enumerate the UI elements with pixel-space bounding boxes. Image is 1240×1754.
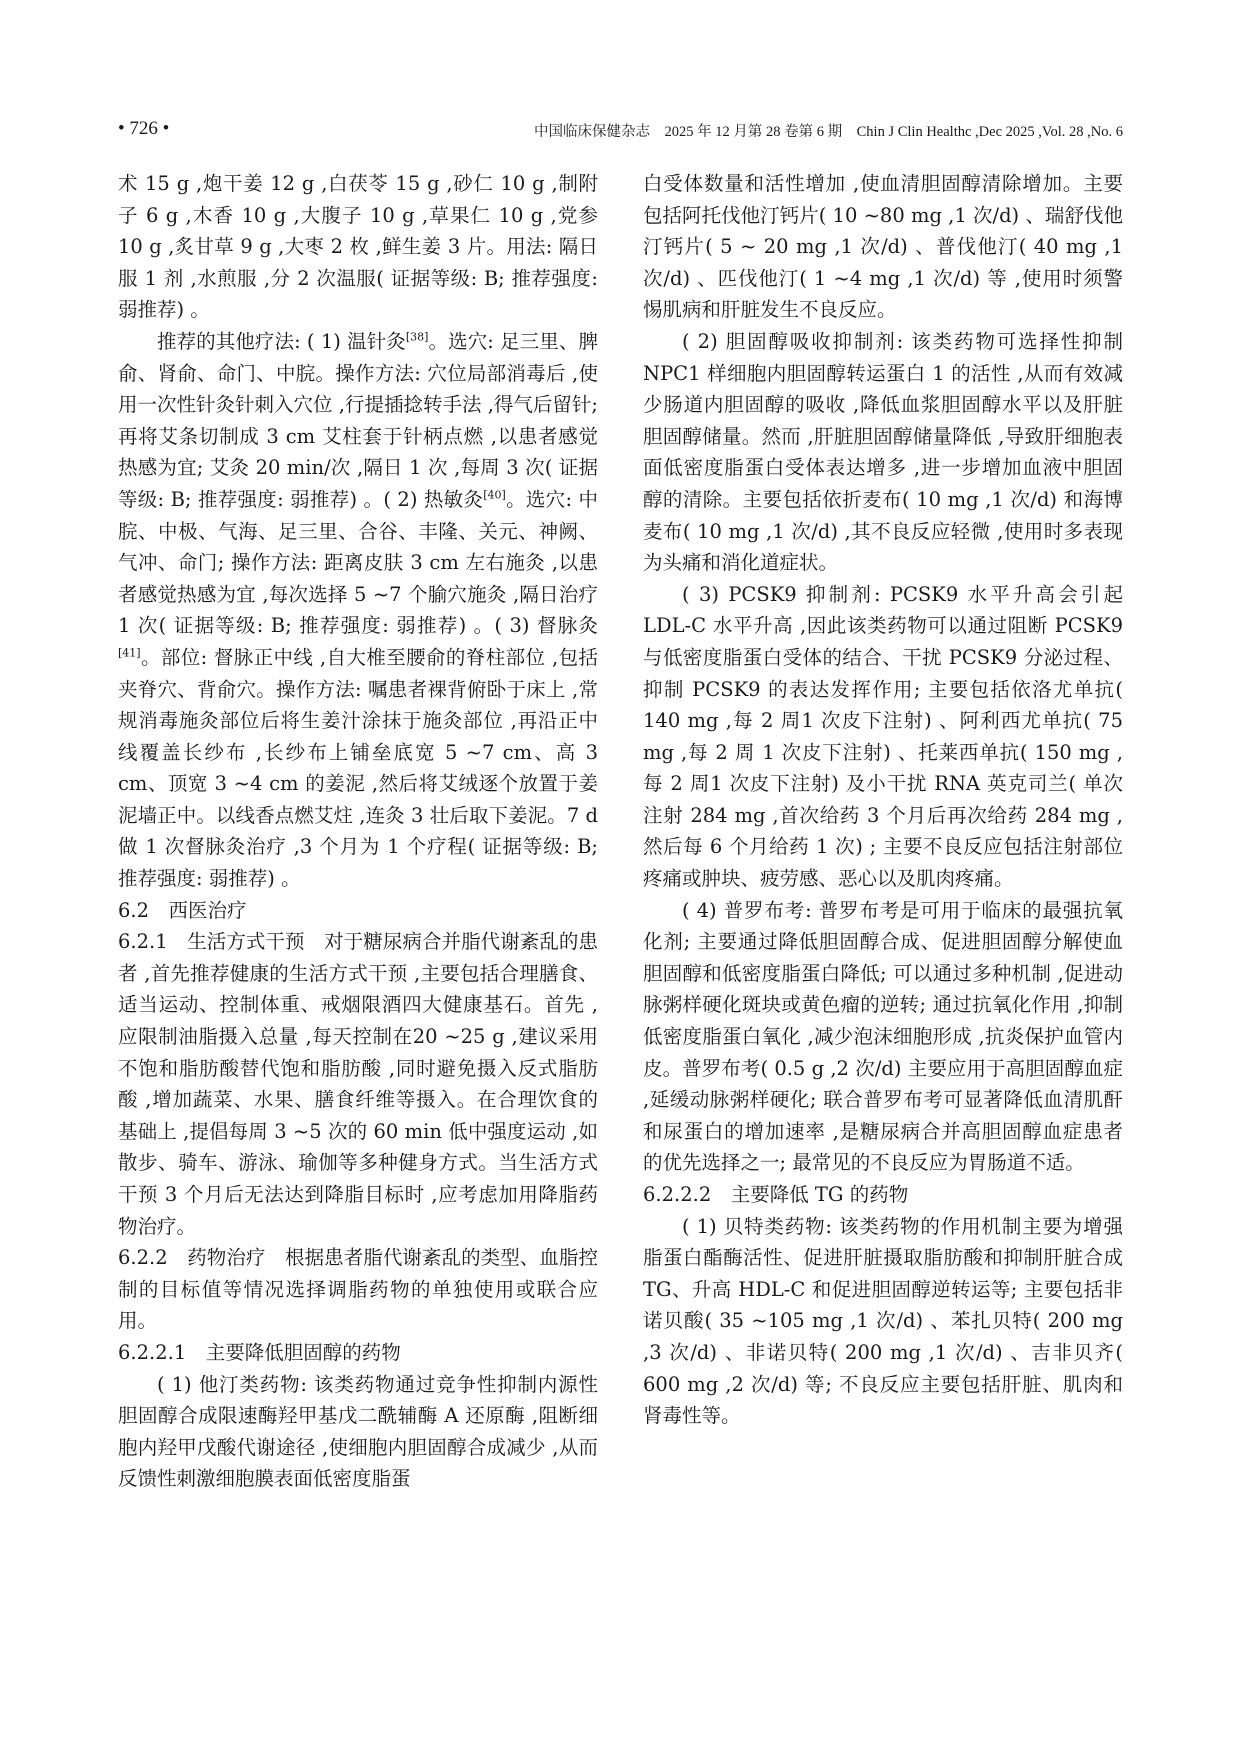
other-therapies-paragraph [118, 326, 598, 895]
citation-ref-38: [38] [405, 330, 429, 344]
statins-continued-paragraph: 白受体数量和活性增加 ,使血清胆固醇清除增加。主要包括阿托伐他汀钙片( 10 ~80 mg ,1 次/d) 、瑞舒伐他汀钙片( 5 ~ 20 mg ,1 次/d) 、普伐他汀( 40 mg ,1 次/d) 、匹伐他汀( 1 ~4 mg ,1 次/d) 等 ,使用时须警惕肌病和肝脏发生不良反应。 [643, 172, 1123, 322]
pcsk9-paragraph: ( 3) PCSK9 抑制剂: PCSK9 水平升高会引起 LDL-C 水平升高 ,因此该类药物可以通过阻断 PCSK9 与低密度脂蛋白受体的结合、干扰 PCSK9 分泌过程、抑制 PCSK9 的表达发挥作用; 主要包括依洛尤单抗( 140 mg ,每 2 周1 次皮下注射) 、阿利西尤单抗( 75 mg ,每 2 周 1 次皮下注射) 、托莱西单抗( 150 mg ,每 2 周1 次皮下注射) 及小干扰 RNA 英克司兰( 单次注射 284 mg ,首次给药 3 个月后再次给药 284 mg ,然后每 6 个月给药 1 次) ; 主要不良反应包括注射部位疼痛或肿块、疲劳感、恶心以及肌肉疼痛。 [643, 582, 1123, 891]
section-heading-6-2: 6.2 西医治疗 [118, 898, 247, 922]
running-header [118, 118, 1123, 148]
page-number: • 726 • [118, 118, 170, 139]
absorption-inhibitor-paragraph: ( 2) 胆固醇吸收抑制剂: 该类药物可选择性抑制 NPC1 样细胞内胆固醇转运蛋白 1 的活性 ,从而有效减少肠道内胆固醇的吸收 ,降低血浆胆固醇水平以及肝脏胆固醇储量。然而 ,肝脏胆固醇储量降低 ,导致肝细胞表面低密度脂蛋白受体表达增多 ,进一步增加血液中胆固醇的清除。主要包括依折麦布( 10 mg ,1 次/d) 和海博麦布( 10 mg ,1 次/d) ,其不良反应轻微 ,使用时多表现为头痛和消化道症状。 [643, 329, 1123, 575]
therapy-text-part-1: 推荐的其他疗法: ( 1) 温针灸 [157, 329, 406, 353]
journal-citation-line: 中国临床保健杂志 2025 年 12 月第 28 卷第 6 期 Chin J Clin Healthc ,Dec 2025 ,Vol. 28 ,No. 6 [534, 124, 1123, 140]
drug-therapy-text: 根据患者脂代谢紊乱的类型、血脂控制的目标值等情况选择调脂药物的单独使用或联合应用。 [118, 1246, 598, 1333]
right-column [643, 168, 1123, 1432]
drug-therapy-paragraph [118, 1242, 598, 1337]
therapy-text-part-2: 。选穴: 足三里、脾俞、肾俞、命门、中脘。操作方法: 穴位局部消毒后 ,使用一次性针灸针刺入穴位 ,行提插捻转手法 ,得气后留针; 再将艾条切制成 3 cm 艾柱套于针柄点燃 ,以患者感觉热感为宜; 艾灸 20 min/次 ,隔日 1 次 ,每周 3 次( 证据等级: B; 推荐强度: 弱推荐) 。( 2) 热敏灸 [118, 329, 598, 511]
left-column [118, 168, 598, 1495]
section-heading-6-2-2: 6.2.2 药物治疗 [118, 1246, 266, 1270]
lifestyle-paragraph [118, 926, 598, 1242]
section-heading-6-2-2-2: 6.2.2.2 主要降低 TG 的药物 [643, 1183, 909, 1206]
statins-paragraph: ( 1) 他汀类药物: 该类药物通过竞争性抑制内源性胆固醇合成限速酶羟甲基戊二酰辅酶 A 还原酶 ,阻断细胞内羟甲戊酸代谢途径 ,使细胞内胆固醇合成减少 ,从而反馈性刺激细胞膜表面低密度脂蛋 [118, 1372, 598, 1491]
probucol-paragraph: ( 4) 普罗布考: 普罗布考是可用于临床的最强抗氧化剂; 主要通过降低胆固醇合成、促进胆固醇分解使血胆固醇和低密度脂蛋白降低; 可以通过多种机制 ,促进动脉粥样硬化斑块或黄色瘤的逆转; 通过抗氧化作用 ,抑制低密度脂蛋白氧化 ,减少泡沫细胞形成 ,抗炎保护血管内皮。普罗布考( 0.5 g ,2 次/d) 主要应用于高胆固醇血症 ,延缓动脉粥样硬化; 联合普罗布考可显著降低血清肌酐和尿蛋白的增加速率 ,是糖尿病合并高胆固醇血症患者的优先选择之一; 最常见的不良反应为胃肠道不适。 [643, 898, 1123, 1175]
section-heading-6-2-1: 6.2.1 生活方式干预 [118, 930, 305, 954]
citation-ref-40: [40] [483, 488, 506, 502]
citation-ref-41: [41] [118, 646, 141, 660]
lifestyle-text: 对于糖尿病合并脂代谢紊乱的患者 ,首先推荐健康的生活方式干预 ,主要包括合理膳食、适当运动、控制体重、戒烟限酒四大健康基石。首先 ,应限制油脂摄入总量 ,每天控制在20 ~25 g ,建议采用不饱和脂肪酸替代饱和脂肪酸 ,同时避免摄入反式脂肪酸 ,增加蔬菜、水果、膳食纤维等摄入。在合理饮食的基础上 ,提倡每周 3 ~5 次的 60 min 低中强度运动 ,如散步、骑车、游泳、瑜伽等多种健身方式。当生活方式干预 3 个月后无法达到降脂目标时 ,应考虑加用降脂药物治疗。 [118, 930, 598, 1238]
therapy-text-part-4: 。部位: 督脉正中线 ,自大椎至腰俞的脊柱部位 ,包括夹脊穴、背俞穴。操作方法: 嘱患者裸背俯卧于床上 ,常规消毒施灸部位后将生姜汁涂抹于施灸部位 ,再沿正中线覆盖长纱布 ,长纱布上铺垒底宽 5 ~7 cm、高 3 cm、顶宽 3 ~4 cm 的姜泥 ,然后将艾绒逐个放置于姜泥墙正中。以线香点燃艾炷 ,连灸 3 壮后取下姜泥。7 d 做 1 次督脉灸治疗 ,3 个月为 1 个疗程( 证据等级: B; 推荐强度: 弱推荐) 。 [118, 645, 598, 891]
herbal-formula-paragraph: 术 15 g ,炮干姜 12 g ,白茯苓 15 g ,砂仁 10 g ,制附子 6 g ,木香 10 g ,大腹子 10 g ,草果仁 10 g ,党参 10 g ,炙甘草 9 g ,大枣 2 枚 ,鲜生姜 3 片。用法: 隔日服 1 剂 ,水煎服 ,分 2 次温服( 证据等级: B; 推荐强度: 弱推荐) 。 [118, 172, 598, 322]
section-heading-6-2-2-1: 6.2.2.1 主要降低胆固醇的药物 [118, 1340, 401, 1364]
therapy-text-part-3: 。选穴: 中脘、中极、气海、足三里、合谷、丰隆、关元、神阙、气冲、命门; 操作方法: 距离皮肤 3 cm 左右施灸 ,以患者感觉热感为宜 ,每次选择 5 ~7 个腧穴施灸 ,隔日治疗 1 次( 证据等级: B; 推荐强度: 弱推荐) 。( 3) 督脉灸 [118, 487, 598, 638]
fibrates-paragraph: ( 1) 贝特类药物: 该类药物的作用机制主要为增强脂蛋白酯酶活性、促进肝脏摄取脂肪酸和抑制肝脏合成 TG、升高 HDL-C 和促进胆固醇逆转运等; 主要包括非诺贝酸( 35 ~105 mg ,1 次/d) 、苯扎贝特( 200 mg ,3 次/d) 、非诺贝特( 200 mg ,1 次/d) 、吉非贝齐( 600 mg ,2 次/d) 等; 不良反应主要包括肝脏、肌肉和肾毒性等。 [643, 1214, 1123, 1428]
